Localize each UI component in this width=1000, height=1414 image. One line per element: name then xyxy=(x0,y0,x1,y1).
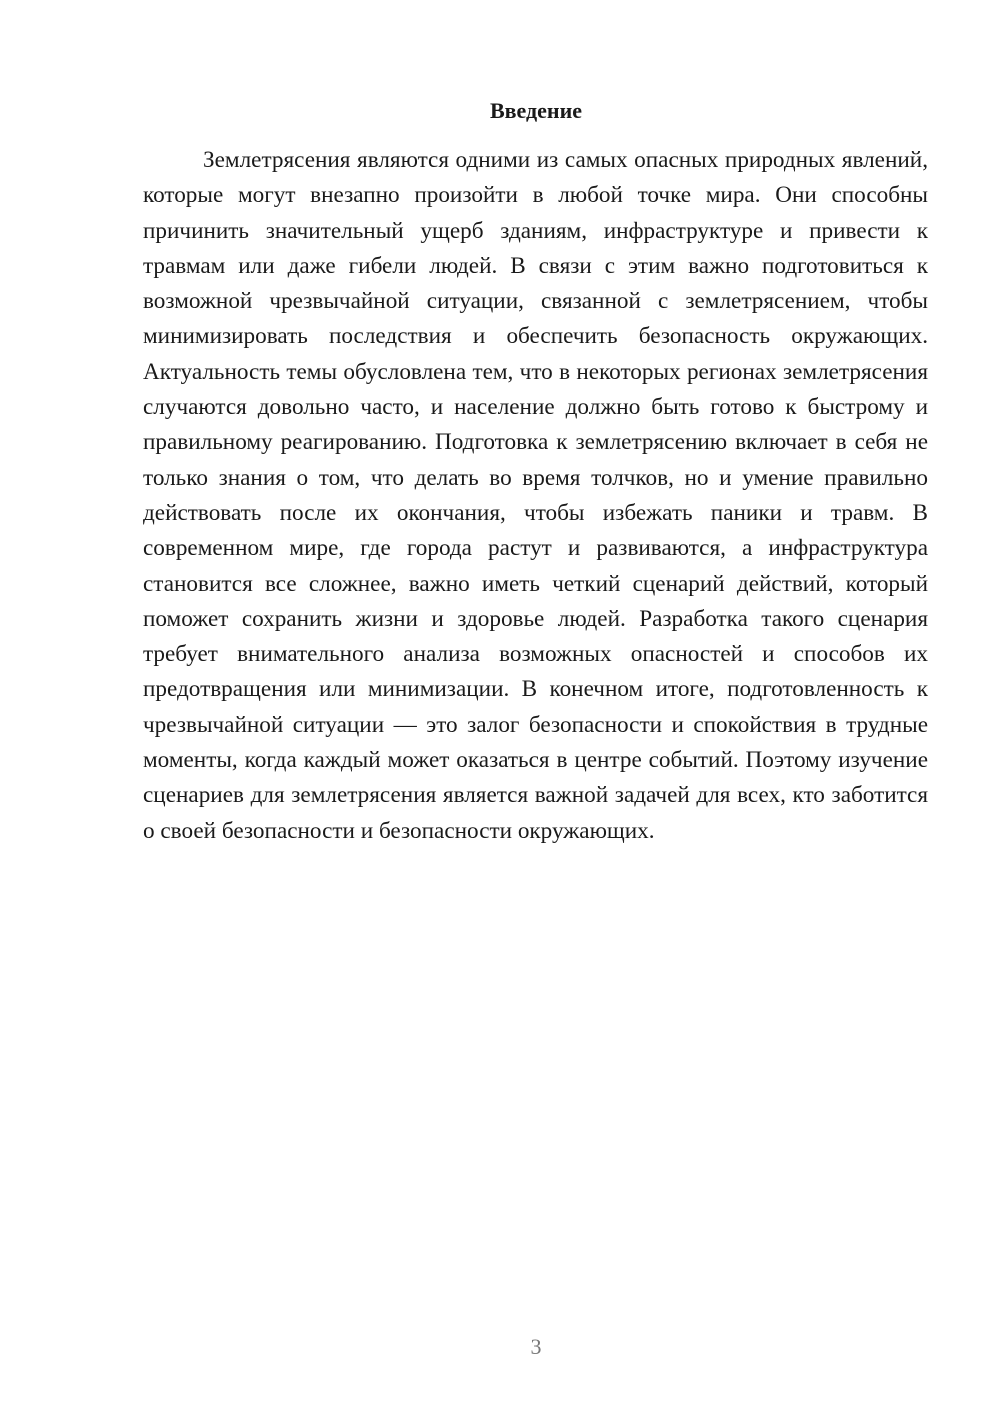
body-paragraph: Землетрясения являются одними из самых опасных природных явлений, которые могут внезапно произойти в любой точке мира. Они способны причинить значительный ущерб зданиям, инфраструктуре и привести к травмам или даже гибели людей. В связи с этим важно подготовиться к возможной чрезвычайной ситуации, связанной с землетрясением, чтобы минимизировать последствия и обеспечить безопасность окружающих. Актуальность темы обусловлена тем, что в некоторых регионах землетрясения случаются довольно часто, и население должно быть готово к быстрому и правильному реагированию. Подготовка к землетрясению включает в себя не только знания о том, что делать во время толчков, но и умение правильно действовать после их окончания, чтобы избежать паники и травм. В современном мире, где города растут и развиваются, а инфраструктура становится все сложнее, важно иметь четкий сценарий действий, который поможет сохранить жизни и здоровье людей. Разработка такого сценария требует внимательного анализа возможных опасностей и способов их предотвращения или минимизации. В конечном итоге, подготовленность к чрезвычайной ситуации — это залог безопасности и спокойствия в трудные моменты, когда каждый может оказаться в центре событий. Поэтому изучение сценариев для землетрясения является важной задачей для всех, кто заботится о своей безопасности и безопасности окружающих. xyxy=(143,147,928,844)
section-heading: Введение xyxy=(489,98,583,123)
page-number: 3 xyxy=(530,1334,542,1359)
